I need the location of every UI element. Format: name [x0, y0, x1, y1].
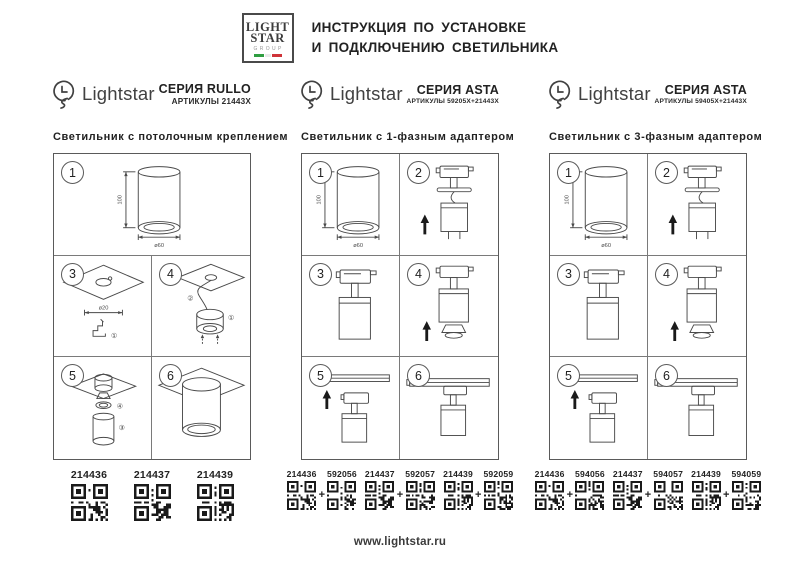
step-cell-2 [400, 154, 498, 256]
brand-wordmark: Lightstar [82, 83, 155, 104]
logo-text-light: LIGHT [245, 19, 290, 34]
plus-sign: + [396, 489, 404, 501]
plus-sign: + [475, 489, 482, 501]
page-footer [0, 532, 800, 550]
italy-flag-icon [254, 54, 282, 57]
qr-code [654, 481, 683, 510]
qr-code [575, 481, 604, 510]
qr-code [535, 481, 564, 510]
qr-label: 214437 [133, 469, 171, 481]
column-asta-3ph [534, 74, 763, 521]
qr-code [287, 481, 316, 510]
qr-item [575, 469, 605, 510]
step-badge: 5 [557, 364, 580, 387]
step-grid [549, 153, 747, 460]
step-badge: 4 [159, 263, 182, 286]
series-title: СЕРИЯ ASTA [664, 83, 747, 97]
qr-label: 594056 [575, 469, 605, 479]
step-badge: 2 [407, 161, 430, 184]
cylinder-dimensions-diagram [107, 158, 197, 251]
qr-label: 592059 [483, 469, 514, 479]
step-cell-6 [648, 357, 746, 459]
lightstar-brand [549, 79, 651, 110]
step-cell-1 [54, 154, 250, 256]
qr-item [134, 469, 171, 521]
lightstar-brand [301, 79, 403, 110]
svg-text:100: 100 [316, 194, 323, 205]
step-badge: 6 [159, 364, 182, 387]
qr-label: 214437 [612, 469, 643, 479]
qr-pair [443, 469, 513, 510]
columns-container [0, 74, 800, 521]
lightstar-bulb-icon [301, 79, 326, 110]
svg-text:③: ③ [118, 423, 125, 432]
qr-label: 214436 [534, 469, 565, 479]
step-badge: 5 [61, 364, 84, 387]
qr-item [483, 469, 513, 510]
series-title: СЕРИЯ ASTA [416, 83, 499, 97]
qr-label: 594057 [653, 469, 684, 479]
qr-code [613, 481, 642, 510]
svg-text:ø60: ø60 [352, 242, 363, 249]
step-badge: 4 [407, 263, 430, 286]
qr-label: 214439 [691, 469, 721, 479]
qr-pair [691, 469, 761, 510]
qr-pair [613, 469, 683, 510]
qr-code [327, 481, 356, 510]
series-block [654, 83, 747, 105]
step-grid [301, 153, 499, 460]
qr-item [287, 469, 317, 510]
qr-label: 592056 [327, 469, 357, 479]
qr-item [691, 469, 721, 510]
qr-item [71, 469, 108, 521]
step-cell-4 [400, 256, 498, 358]
qr-code [365, 481, 394, 510]
svg-text:ø60: ø60 [154, 242, 164, 249]
lightstar-brand [53, 79, 155, 110]
svg-text:①: ① [228, 314, 235, 323]
qr-code [71, 484, 108, 521]
step-cell-6 [400, 357, 498, 459]
brand-row [53, 74, 251, 114]
logo-text-group: GROUP [253, 45, 284, 52]
page-title-line2: И ПОДКЛЮЧЕНИЮ СВЕТИЛЬНИКА [311, 40, 559, 56]
qr-code [197, 484, 234, 521]
qr-label: 214436 [286, 469, 317, 479]
step-badge: 6 [407, 364, 430, 387]
column-subtitle: Светильник с 3-фазным адаптером [549, 131, 763, 143]
qr-item [653, 469, 683, 510]
step-badge: 1 [557, 161, 580, 184]
step-cell-4 [648, 256, 746, 358]
qr-code [406, 481, 435, 510]
qr-row [534, 469, 762, 510]
step-cell-1 [302, 154, 400, 256]
plus-sign: + [723, 489, 730, 501]
step-badge: 6 [655, 364, 678, 387]
svg-text:100: 100 [117, 194, 124, 205]
svg-text:①: ① [110, 332, 117, 341]
column-subtitle: Светильник с 1-фазным адаптером [301, 131, 515, 143]
step-cell-3 [54, 256, 152, 358]
step-badge: 3 [309, 263, 332, 286]
qr-label: 214439 [196, 469, 234, 481]
step-badge: 1 [61, 161, 84, 184]
plus-sign: + [644, 489, 652, 501]
step-cell-4 [152, 256, 250, 358]
step-badge: 5 [309, 364, 332, 387]
qr-pair [365, 469, 435, 510]
logo-text-star: STAR [250, 31, 285, 45]
step-badge: 4 [655, 263, 678, 286]
qr-row [53, 469, 251, 521]
series-articles: АРТИКУЛЫ 21443X [171, 97, 251, 106]
series-block [159, 82, 251, 106]
step-badge: 2 [655, 161, 678, 184]
svg-text:ø60: ø60 [600, 242, 611, 249]
qr-pair [287, 469, 357, 510]
qr-code [134, 484, 171, 521]
series-articles: АРТИКУЛЫ 59405X+21443X [654, 98, 747, 105]
plus-sign: + [566, 489, 573, 501]
step-cell-5 [302, 357, 400, 459]
qr-row [286, 469, 514, 510]
qr-item [535, 469, 565, 510]
qr-code [732, 481, 761, 510]
step-badge: 3 [61, 263, 84, 286]
lightstar-group-logo [242, 13, 294, 63]
column-asta-1ph [286, 74, 515, 521]
qr-item [327, 469, 357, 510]
qr-label: 214436 [70, 469, 108, 481]
svg-text:ø20: ø20 [98, 305, 108, 312]
column-rullo [53, 74, 289, 521]
step-cell-5 [550, 357, 648, 459]
lightstar-bulb-icon [549, 79, 574, 110]
qr-label: 594059 [731, 469, 762, 479]
step-cell-1 [550, 154, 648, 256]
brand-wordmark: Lightstar [330, 83, 403, 104]
step-cell-5 [54, 357, 152, 459]
step-cell-3 [550, 256, 648, 358]
step-cell-2 [648, 154, 746, 256]
qr-code [484, 481, 513, 510]
column-subtitle: Светильник с потолочным креплением [53, 131, 289, 143]
series-block [406, 83, 499, 105]
qr-item [365, 469, 395, 510]
qr-pair [535, 469, 605, 510]
series-title: СЕРИЯ RULLO [158, 82, 251, 96]
brand-row [301, 74, 499, 114]
page-title-line1: ИНСТРУКЦИЯ ПО УСТАНОВКЕ [311, 20, 527, 35]
plus-sign: + [318, 489, 325, 501]
brand-wordmark: Lightstar [578, 83, 651, 104]
step-cell-6 [152, 357, 250, 459]
brand-row [549, 74, 747, 114]
svg-text:100: 100 [564, 194, 571, 205]
qr-label: 214437 [364, 469, 395, 479]
qr-item [197, 469, 234, 521]
qr-item [731, 469, 761, 510]
svg-text:②: ② [187, 294, 194, 303]
qr-code [444, 481, 473, 510]
qr-label: 214439 [443, 469, 473, 479]
lightstar-bulb-icon [53, 79, 78, 110]
qr-item [405, 469, 435, 510]
page-header [0, 0, 800, 68]
step-badge: 3 [557, 263, 580, 286]
page-title [312, 13, 559, 59]
qr-label: 592057 [405, 469, 436, 479]
footer-url[interactable]: www.lightstar.ru [353, 536, 447, 548]
qr-code [692, 481, 721, 510]
step-cell-3 [302, 256, 400, 358]
step-grid [53, 153, 251, 460]
series-articles: АРТИКУЛЫ 59205X+21443X [406, 98, 499, 105]
qr-item [443, 469, 473, 510]
step-badge: 1 [309, 161, 332, 184]
qr-item [613, 469, 643, 510]
svg-text:④: ④ [116, 402, 123, 411]
